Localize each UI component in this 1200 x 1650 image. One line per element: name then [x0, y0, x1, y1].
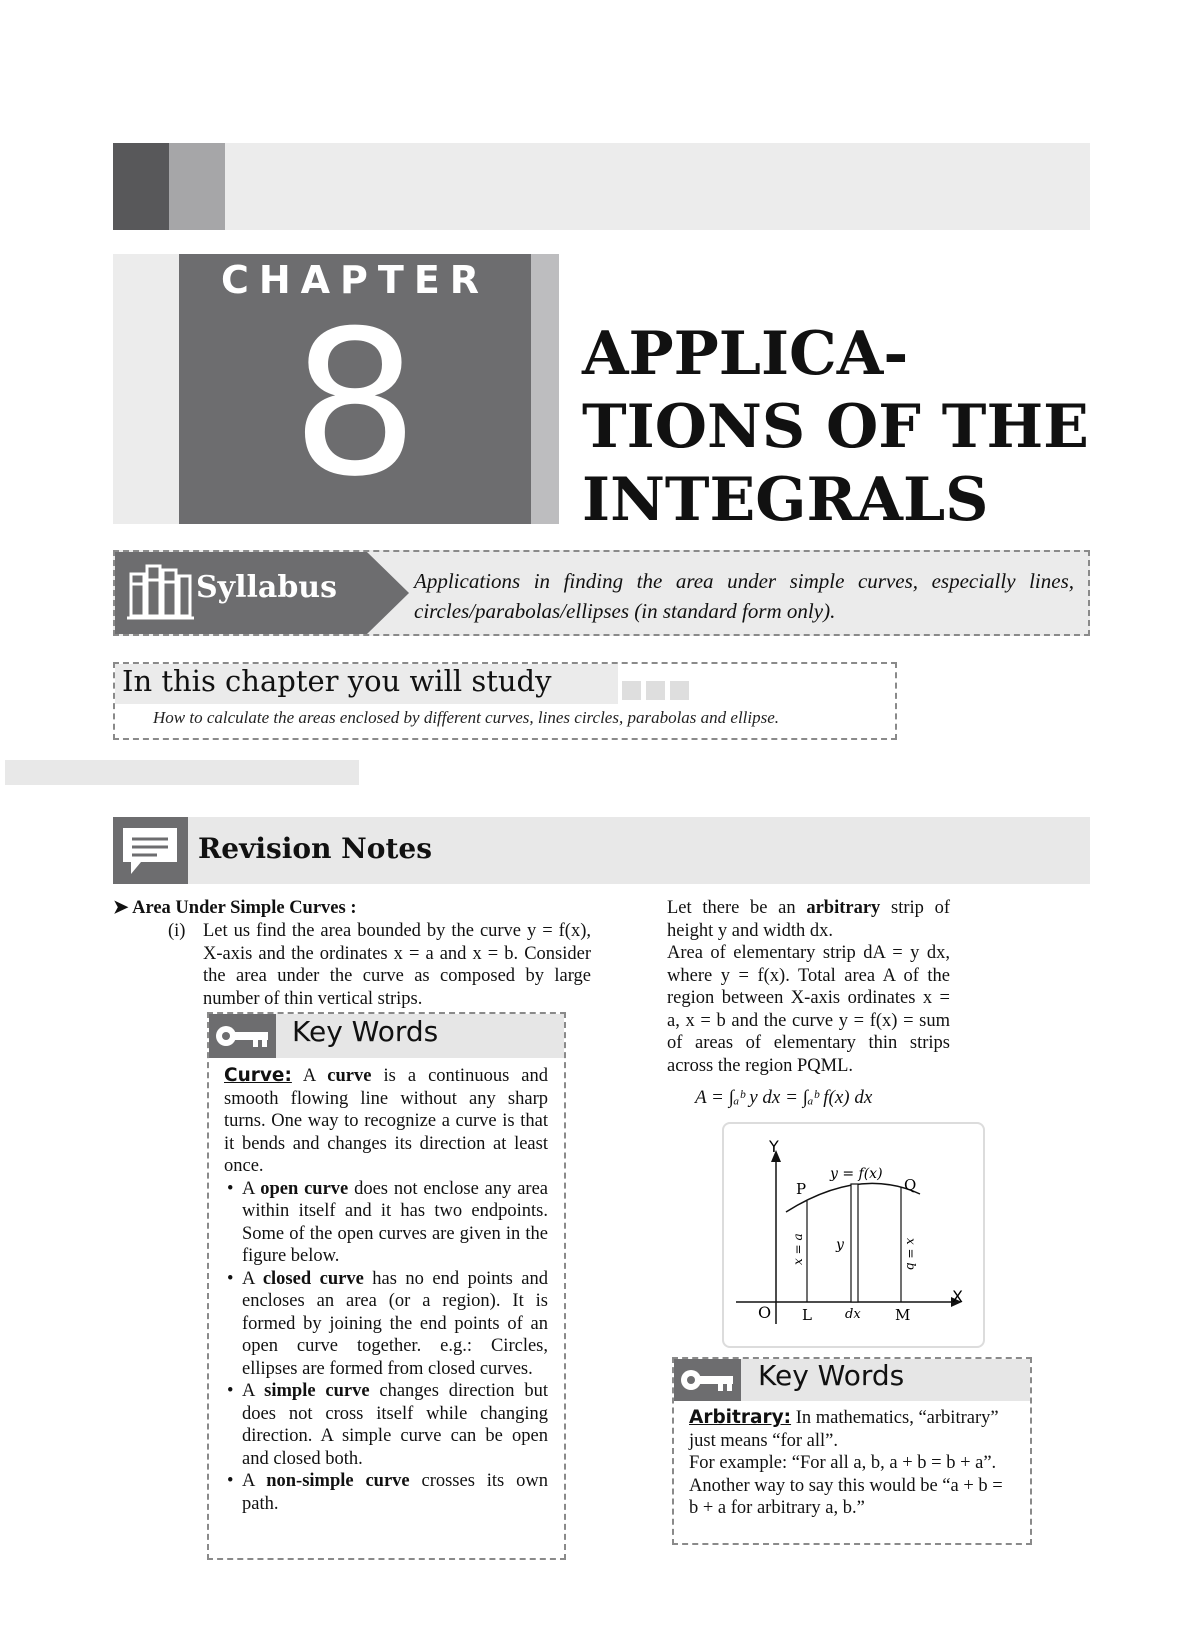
- header-band-dark-block: [113, 143, 169, 230]
- label-origin: O: [758, 1303, 772, 1322]
- paragraph: [667, 897, 950, 942]
- list-item-text: A: [242, 1178, 261, 1199]
- label-curve: y = f(x): [830, 1166, 883, 1182]
- label-L: L: [802, 1306, 812, 1324]
- area-formula: A = ∫ₐᵇ y dx = ∫ₐᵇ f(x) dx: [695, 1087, 873, 1108]
- study-title: In this chapter you will study: [122, 664, 552, 698]
- paragraph-term: arbitrary: [806, 898, 881, 918]
- example-line: Another way to say this would be “a + b = b + a for arbitrary a, b.”: [689, 1475, 1003, 1518]
- chapter-title-line: TIONS OF THE: [582, 392, 1089, 462]
- paragraph-text: Let there be an: [667, 898, 807, 918]
- section-heading-text: Area Under Simple Curves :: [132, 898, 357, 918]
- label-y-height: y: [836, 1237, 844, 1253]
- definition: [689, 1407, 1015, 1452]
- decor-square: [646, 681, 665, 700]
- paragraph: Area of elementary strip dA = y dx, where y = f(x). Total area A of the region between X-axis ordinates x = a, x = b and the curve y = f(x) = sum of areas of elementary thin strips across the region PQML.: [667, 943, 950, 1076]
- list-item-text: A: [242, 1268, 263, 1289]
- list-item-text: changes direction but does not cross itself while changing direction. A simple curve can be open and closed both.: [242, 1381, 549, 1469]
- chapter-number: 8: [291, 288, 419, 521]
- label-M: M: [895, 1306, 911, 1324]
- key-icon: [209, 1014, 276, 1058]
- keywords-body: [224, 1065, 548, 1515]
- syllabus-label: Syllabus: [196, 570, 338, 605]
- label-x-equals-b: x = b: [904, 1238, 918, 1271]
- syllabus-text: Applications in finding the area under simple curves, especially lines, circles/parabolas/ellipses (in standard form only).: [414, 569, 1074, 623]
- section-heading: [113, 897, 357, 919]
- list-item: [224, 1470, 548, 1515]
- definition-text: A: [291, 1066, 328, 1086]
- elementary-strip: [851, 1184, 858, 1302]
- decor-grey-bar: [5, 760, 359, 785]
- definition-term: curve: [327, 1066, 372, 1086]
- list-item: [224, 1178, 548, 1268]
- list-item-term: non-simple curve: [266, 1471, 410, 1491]
- bullet-list: [224, 1178, 548, 1516]
- label-x-axis: X: [952, 1287, 963, 1306]
- decor-square: [670, 681, 689, 700]
- header-band-mid-block: [169, 143, 225, 230]
- key-icon: [674, 1359, 741, 1401]
- chapter-title: [582, 318, 1102, 537]
- keywords-icon-box: [209, 1014, 276, 1058]
- curve-diagram: [724, 1124, 983, 1346]
- keywords-title: Key Words: [758, 1359, 905, 1392]
- list-item-term: simple curve: [264, 1381, 370, 1401]
- definition-text: is a continuous and smooth flowing line without any sharp turns. One way to recognize a curve is that it bends and changes its direction at least once.: [224, 1066, 548, 1176]
- keywords-title: Key Words: [292, 1015, 439, 1048]
- keywords-icon-box: [674, 1359, 741, 1401]
- definition: [224, 1065, 548, 1178]
- keywords-body: [689, 1407, 1015, 1520]
- list-item-term: open curve: [260, 1178, 349, 1199]
- decor-square: [622, 681, 641, 700]
- list-item: [224, 1380, 548, 1470]
- list-item-text: crosses its own path.: [242, 1471, 548, 1514]
- list-item-number: (i): [168, 921, 186, 941]
- list-item-text: has no end points and encloses an area (or a region). It is formed by joining the end points of an open curve together. e.g.: Circles, ellipses are formed from closed curves.: [242, 1268, 548, 1379]
- header-band: [113, 143, 1090, 230]
- chapter-title-line: APPLICA-: [582, 319, 909, 389]
- list-item-term: closed curve: [262, 1268, 364, 1289]
- definition-text: In mathematics, “arbitrary” just means “for all”.: [689, 1408, 999, 1451]
- right-column-text: [667, 897, 950, 1077]
- label-x-equals-a: x = a: [791, 1233, 805, 1265]
- list-item: [224, 1268, 548, 1381]
- label-y-axis: Y: [769, 1137, 779, 1156]
- term: Curve:: [224, 1065, 292, 1086]
- list-item-text: A: [242, 1471, 267, 1491]
- label-P: P: [796, 1180, 807, 1198]
- term: Arbitrary:: [689, 1407, 792, 1428]
- label-Q: Q: [904, 1176, 917, 1194]
- speech-bubble-icon: [113, 817, 188, 884]
- list-item-text: does not enclose any area within itself and it has two endpoints. Some of the open curves are given in the figure below.: [242, 1178, 548, 1266]
- arrow-bullet-icon: ➤: [113, 898, 133, 918]
- example-line: For example: “For all a, b, a + b = b + a”.: [689, 1453, 997, 1473]
- revision-notes-title: Revision Notes: [198, 832, 432, 865]
- paragraph-text: strip of height y and width dx.: [667, 898, 950, 941]
- chapter-label: CHAPTER: [220, 258, 490, 302]
- label-dx: dx: [845, 1307, 861, 1322]
- chapter-side-strip: [531, 254, 559, 524]
- chapter-title-line: INTEGRALS: [582, 465, 989, 535]
- study-text: How to calculate the areas enclosed by different curves, lines circles, parabolas and ellipse.: [153, 708, 780, 727]
- area-under-curve-figure: [722, 1122, 985, 1348]
- list-item-text: A: [242, 1381, 265, 1401]
- list-item-text: Let us find the area bounded by the curve y = f(x), X-axis and the ordinates x = a and x = b. Consider the area under the curve as composed by large number of thin vertical strips.: [203, 921, 591, 1009]
- revision-icon-box: [113, 817, 188, 884]
